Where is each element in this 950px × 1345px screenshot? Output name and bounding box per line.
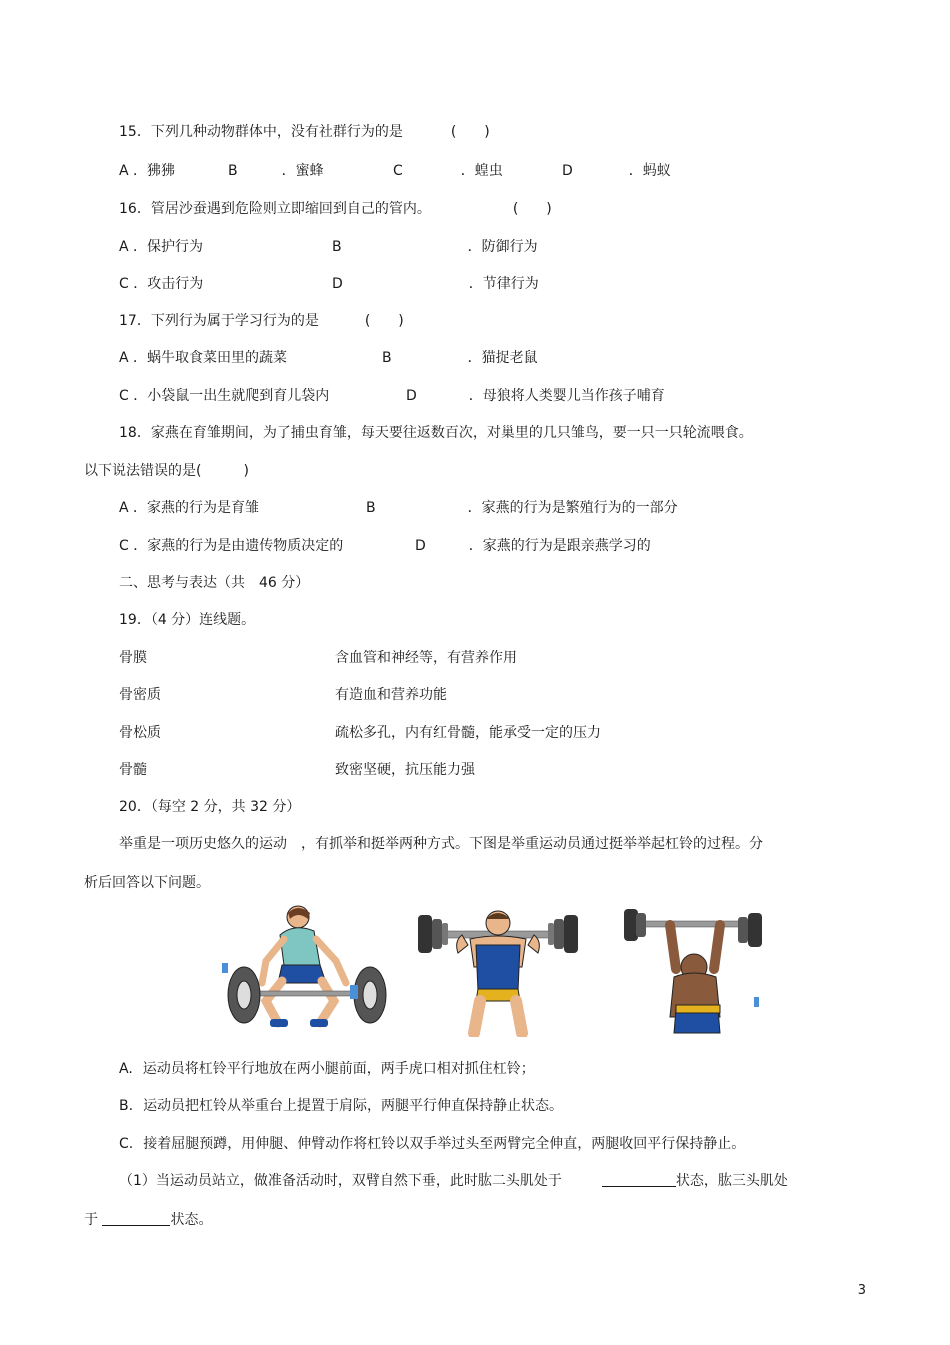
- q16-stem: 16．管居沙蚕遇到危险则立即缩回到自己的管内。 ( ): [119, 201, 552, 217]
- q15-option-d: D ．蚂蚁: [562, 163, 671, 179]
- q20-step-b: B. 运动员把杠铃从举重台上提置于肩际，两腿平行伸直保持静止状态。: [119, 1098, 564, 1114]
- q20-intro-line2: 析后回答以下问题。: [84, 875, 210, 891]
- q18-stem-line1: 18．家燕在育雏期间，为了捕虫育雏，每天要往返数百次，对巢里的几只雏鸟，要一只一只轮流喂食。: [119, 425, 753, 441]
- q16-option-a: A ．保护行为: [119, 239, 204, 255]
- q19-stem: 19．（4 分）连线题。: [119, 612, 256, 628]
- q16-option-c: C ．攻击行为: [119, 276, 204, 292]
- q19-left-item: 骨髓: [119, 762, 147, 778]
- q20-step-a: A. 运动员将杠铃平行地放在两小腿前面，两手虎口相对抓住杠铃；: [119, 1061, 535, 1077]
- q17-option-d: D ．母狼将人类婴儿当作孩子哺育: [406, 388, 665, 404]
- weightlifter-figure-c: [620, 905, 764, 1037]
- q18-option-b: B ．家燕的行为是繁殖行为的一部分: [366, 500, 678, 516]
- q19-right-item: 疏松多孔，内有红骨髓，能承受一定的压力: [335, 725, 601, 741]
- q15-answer-paren: ( ): [450, 124, 490, 140]
- q20-sub1-line2: 于 状态。: [84, 1212, 213, 1228]
- q19-left-item: 骨膜: [119, 650, 147, 666]
- q15-option-a: A ．狒狒: [119, 163, 176, 179]
- q20-intro-line1: 举重是一项历史悠久的运动 ，有抓举和挺举两种方式。下图是举重运动员通过挺举举起杠铃的过程。分: [119, 836, 763, 852]
- q17-option-b: B ．猫捉老鼠: [382, 350, 538, 366]
- q18-option-c: C ．家燕的行为是由遗传物质决定的: [119, 538, 344, 554]
- q19-left-item: 骨松质: [119, 725, 161, 741]
- q15-option-b: B ．蜜蜂: [228, 163, 324, 179]
- q19-right-item: 含血管和神经等，有营养作用: [335, 650, 517, 666]
- page-number: 3: [857, 1283, 866, 1298]
- q15-option-c: C ．蝗虫: [393, 163, 503, 179]
- answer-blank[interactable]: [102, 1211, 170, 1226]
- q16-option-b: B ．防御行为: [332, 239, 538, 255]
- q20-sub1-line1: （1）当运动员站立，做准备活动时，双臂自然下垂，此时肱二头肌处于 状态，肱三头肌处: [119, 1173, 788, 1189]
- weightlifter-figure-b: [418, 905, 578, 1037]
- answer-blank[interactable]: [602, 1172, 676, 1187]
- q16-option-d: D ．节律行为: [332, 276, 539, 292]
- q20-step-c: C. 接着屈腿预蹲，用伸腿、伸臂动作将杠铃以双手举过头至两臂完全伸直，两腿收回平行保持静止。: [119, 1136, 746, 1152]
- q19-right-item: 有造血和营养功能: [335, 687, 447, 703]
- q17-stem: 17．下列行为属于学习行为的是 ( ): [119, 313, 404, 329]
- q18-option-d: D ．家燕的行为是跟亲燕学习的: [415, 538, 651, 554]
- weightlifter-figure-a: [222, 905, 390, 1037]
- q17-option-c: C ．小袋鼠一出生就爬到育儿袋内: [119, 388, 330, 404]
- q17-answer-paren: ( ): [364, 313, 404, 329]
- section-2-title: 二、思考与表达（共 46 分）: [119, 575, 310, 591]
- q16-answer-paren: ( ): [512, 201, 552, 217]
- q19-left-item: 骨密质: [119, 687, 161, 703]
- q18-stem-line2: 以下说法错误的是( ): [84, 463, 249, 479]
- q17-option-a: A ．蜗牛取食菜田里的蔬菜: [119, 350, 288, 366]
- q18-option-a: A ．家燕的行为是育雏: [119, 500, 260, 516]
- q15-stem: 15．下列几种动物群体中，没有社群行为的是 ( ): [119, 124, 490, 140]
- q20-stem: 20．（每空 2 分，共 32 分）: [119, 799, 301, 815]
- q19-right-item: 致密坚硬，抗压能力强: [335, 762, 475, 778]
